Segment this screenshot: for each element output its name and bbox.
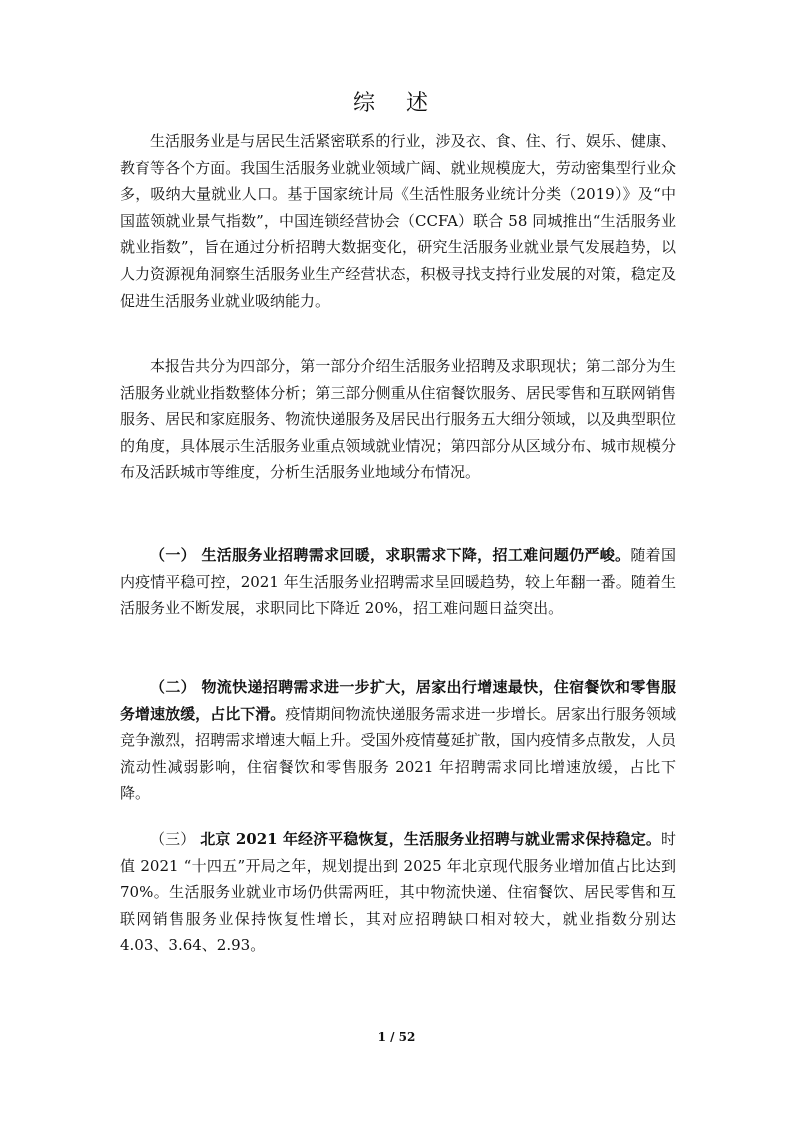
finding-1-heading: （一） 生活服务业招聘需求回暖，求职需求下降，招工难问题仍严峻。 <box>150 546 631 564</box>
page-title: 综 述 <box>353 91 440 116</box>
finding-3-lead: （三） <box>150 830 196 848</box>
paragraph-finding-3 <box>120 826 676 959</box>
finding-3-text: 时值 2021 “十四五”开局之年，规划提出到 2025 年北京现代服务业增加值占比达到 70%。生活服务业就业市场仍供需两旺，其中物流快递、住宿餐饮、居民零售和互联网销售服务业保持恢复性增长，其对应招聘缺口相对较大，就业指数分别达 4.03、3.64、2.93。 <box>120 830 676 955</box>
paragraph-finding-1 <box>120 542 676 622</box>
finding-2-text: 疫情期间物流快递服务需求进一步增长。居家出行服务领域竞争激烈，招聘需求增速大幅上升。受国外疫情蔓延扩散，国内疫情多点散发，人员流动性减弱影响，住宿餐饮和零售服务 2021 年招聘需求同比增速放缓，占比下降。 <box>120 704 676 803</box>
paragraph-finding-2 <box>120 674 676 807</box>
finding-1-text: 随着国内疫情平稳可控，2021 年生活服务业招聘需求呈回暖趋势，较上年翻一番。随着生活服务业不断发展，求职同比下降近 20%，招工难问题日益突出。 <box>120 546 676 618</box>
paragraph-structure <box>120 353 676 486</box>
finding-2-heading: （二） 物流快递招聘需求进一步扩大，居家出行增速最快，住宿餐饮和零售服务增速放缓，占比下滑。 <box>120 678 676 723</box>
page-number: 1 / 52 <box>377 1030 416 1044</box>
finding-3-heading: 北京 2021 年经济平稳恢复，生活服务业招聘与就业需求保持稳定。 <box>200 830 661 848</box>
paragraph-structure-text: 本报告共分为四部分，第一部分介绍生活服务业招聘及求职现状；第二部分为生活服务业就业指数整体分析；第三部分侧重从住宿餐饮服务、居民零售和互联网销售服务、居民和家庭服务、物流快递服务及居民出行服务五大细分领域，以及典型职位的角度，具体展示生活服务业重点领域就业情况；第四部分从区域分布、城市规模分布及活跃城市等维度，分析生活服务业地域分布情况。 <box>120 357 676 482</box>
paragraph-intro <box>120 128 676 314</box>
paragraph-intro-text: 生活服务业是与居民生活紧密联系的行业，涉及衣、食、住、行、娱乐、健康、教育等各个方面。我国生活服务业就业领域广阔、就业规模庞大，劳动密集型行业众多，吸纳大量就业人口。基于国家统计局《生活性服务业统计分类（2019）》及“中国蓝领就业景气指数”，中国连锁经营协会（CCFA）联合 58 同城推出“生活服务业就业指数”，旨在通过分析招聘大数据变化，研究生活服务业就业景气发展趋势，以人力资源视角洞察生活服务业生产经营状态，积极寻找支持行业发展的对策，稳定及促进生活服务业就业吸纳能力。 <box>120 132 676 310</box>
